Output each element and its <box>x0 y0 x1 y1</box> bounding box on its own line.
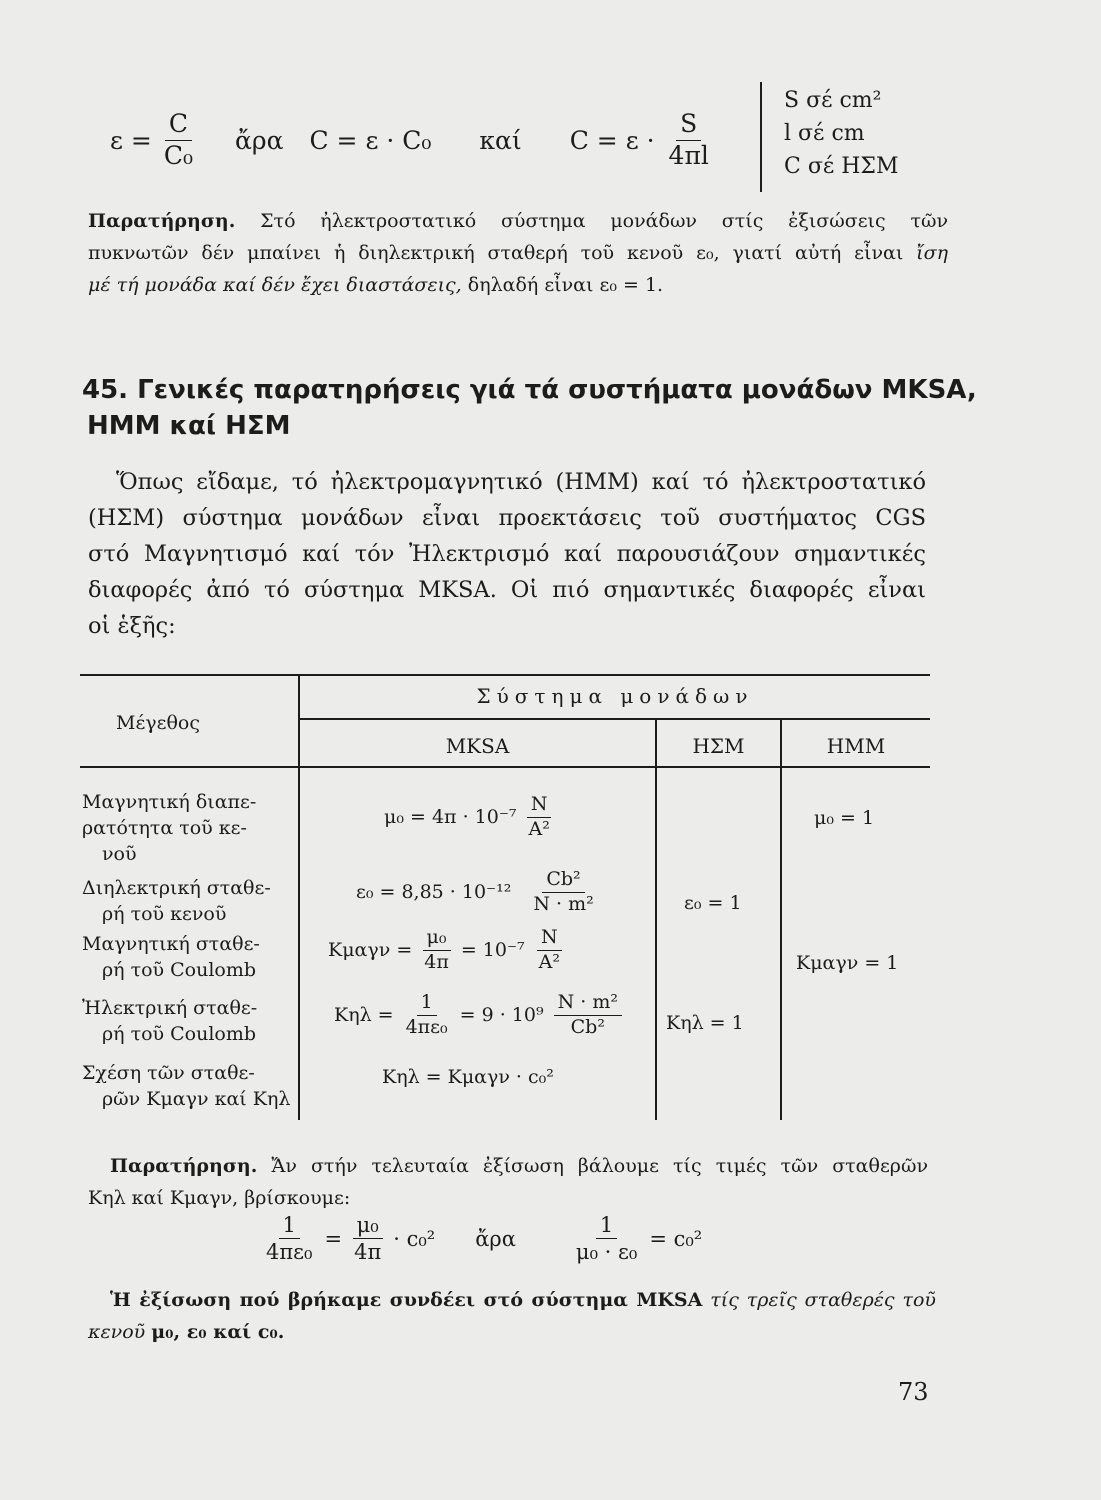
row-5-quantity: Σχέση τῶν σταθε- ρῶν Kμαγν καί Kηλ <box>82 1062 291 1110</box>
remark-2-formula: $\frac{1}{\text{4πε₀}}$ = $\frac{\text{μ₀}}{4\pi}$ · c₀² ἄρα $\frac{1}{\text{μ₀ · ε₀}}$ = c₀² <box>266 1213 703 1265</box>
row-1-mksa: μ₀ = 4π · 10⁻⁷ $\frac{N}{\text{A²}}$ <box>384 793 550 840</box>
c-over-c0-fraction: $\frac{C}{\text{C₀}}$ <box>163 109 194 170</box>
remark-2: Παρατήρηση. Ἄν στήν τελευταία ἐξίσωση βάλουμε τίς τιμές τῶν σταθερῶν Kηλ καί Kμαγν, βρίσκουμε: <box>88 1155 928 1209</box>
remark-1-label: Παρατήρηση. <box>88 210 236 232</box>
row-5-mksa: Kηλ = Kμαγν · c₀² <box>382 1066 554 1088</box>
closing-note: Ἡ ἐξίσωση πού βρήκαμε συνδέει στό σύστημα MKSA τίς τρεῖς σταθερές τοῦ κενοῦ μ₀, ε₀ καί c₀. <box>88 1289 936 1343</box>
top-formula <box>110 100 713 180</box>
table-col-divider-2 <box>655 720 657 1120</box>
c-eps-equation: C = ε · <box>569 125 655 155</box>
table-top-rule <box>80 674 930 676</box>
row-4-mksa: Kηλ = $\frac{1}{\text{4πε₀}}$ = 9 · 10⁹ $\frac{\text{N · m²}}{\text{Cb²}}$ <box>334 993 622 1038</box>
s-over-4pil-fraction: $\frac{S}{4\pi l}$ <box>668 109 709 170</box>
remark-2-label: Παρατήρηση. <box>110 1155 258 1177</box>
row-3-mksa: Kμαγν = $\frac{\text{μ₀}}{4\pi}$ = 10⁻⁷ $\frac{N}{\text{A²}}$ <box>328 926 560 973</box>
row-3-quantity: Μαγνητική σταθε- ρή τοῦ Coulomb <box>82 933 260 981</box>
col-hmm-header: ΗΜΜ <box>826 734 886 758</box>
c-eps-c0-equation: C = ε · C₀ <box>309 125 432 155</box>
remark-1: Παρατήρηση. Στό ἠλεκτροστατικό σύστημα μονάδων στίς ἐξισώσεις τῶν πυκνωτῶν δέν μπαίνει ἡ διηλεκτρική σταθερή τοῦ κενοῦ ε₀, γιατί αὐτή εἶναι ἴση μέ τή μονάδα καί δέν ἔχει διαστάσεις, δηλαδή εἶναι ε₀ = 1. <box>88 210 948 296</box>
units-c: C σέ ΗΣΜ <box>784 154 899 179</box>
page-number: 73 <box>898 1378 929 1406</box>
ara-word: ἄρα <box>235 125 284 155</box>
row-2-mksa: ε₀ = 8,85 · 10⁻¹² $\frac{\text{Cb²}}{\text{N · m²}}$ <box>356 868 594 915</box>
row-1-quantity: Μαγνητική διαπε- ρατότητα τοῦ κε- νοῦ <box>82 791 257 865</box>
row-4-quantity: Ἠλεκτρική σταθε- ρή τοῦ Coulomb <box>82 997 258 1045</box>
kai-word: καί <box>479 125 522 155</box>
units-divider <box>760 82 762 192</box>
units-l: l σέ cm <box>784 121 865 146</box>
table-header-rule <box>80 766 930 768</box>
row-4-esm: Kηλ = 1 <box>666 1012 744 1034</box>
section-heading-line-2: ΗΜΜ καί ΗΣΜ <box>87 411 291 441</box>
row-2-esm: ε₀ = 1 <box>684 892 742 914</box>
col-esm-header: ΗΣΜ <box>692 734 745 758</box>
section-heading-line-1: 45. Γενικές παρατηρήσεις γιά τά συστήματα μονάδων MKSA, <box>82 375 977 405</box>
row-1-hmm: μ₀ = 1 <box>814 807 875 829</box>
row-3-hmm: Kμαγν = 1 <box>796 952 899 974</box>
section-heading <box>82 372 977 444</box>
units-list <box>784 84 899 183</box>
eps-lhs: ε = <box>110 125 152 155</box>
col-mksa-header: MKSA <box>445 734 510 758</box>
col-quantity-header: Μέγεθος <box>116 712 201 734</box>
table-group-header: Σύστημα μονάδων <box>476 684 754 708</box>
row-2-quantity: Διηλεκτρική σταθε- ρή τοῦ κενοῦ <box>82 877 271 925</box>
intro-paragraph: Ὅπως εἴδαμε, τό ἠλεκτρομαγνητικό (ΗΜΜ) καί τό ἠλεκτροστατικό (ΗΣΜ) σύστημα μονάδων εἶναι προεκτάσεις τοῦ συστήματος CGS στό Μαγνητισμό καί τόν Ἠλεκτρισμό καί παρουσιάζουν σημαντικές διαφορές ἀπό τό σύστημα MKSA. Οἱ πιό σημαντικές διαφορές εἶναι οἱ ἑξῆς: <box>88 469 926 639</box>
units-s: S σέ cm² <box>784 88 882 113</box>
table-subheader-rule <box>300 718 930 720</box>
table-col-divider-3 <box>780 720 782 1120</box>
